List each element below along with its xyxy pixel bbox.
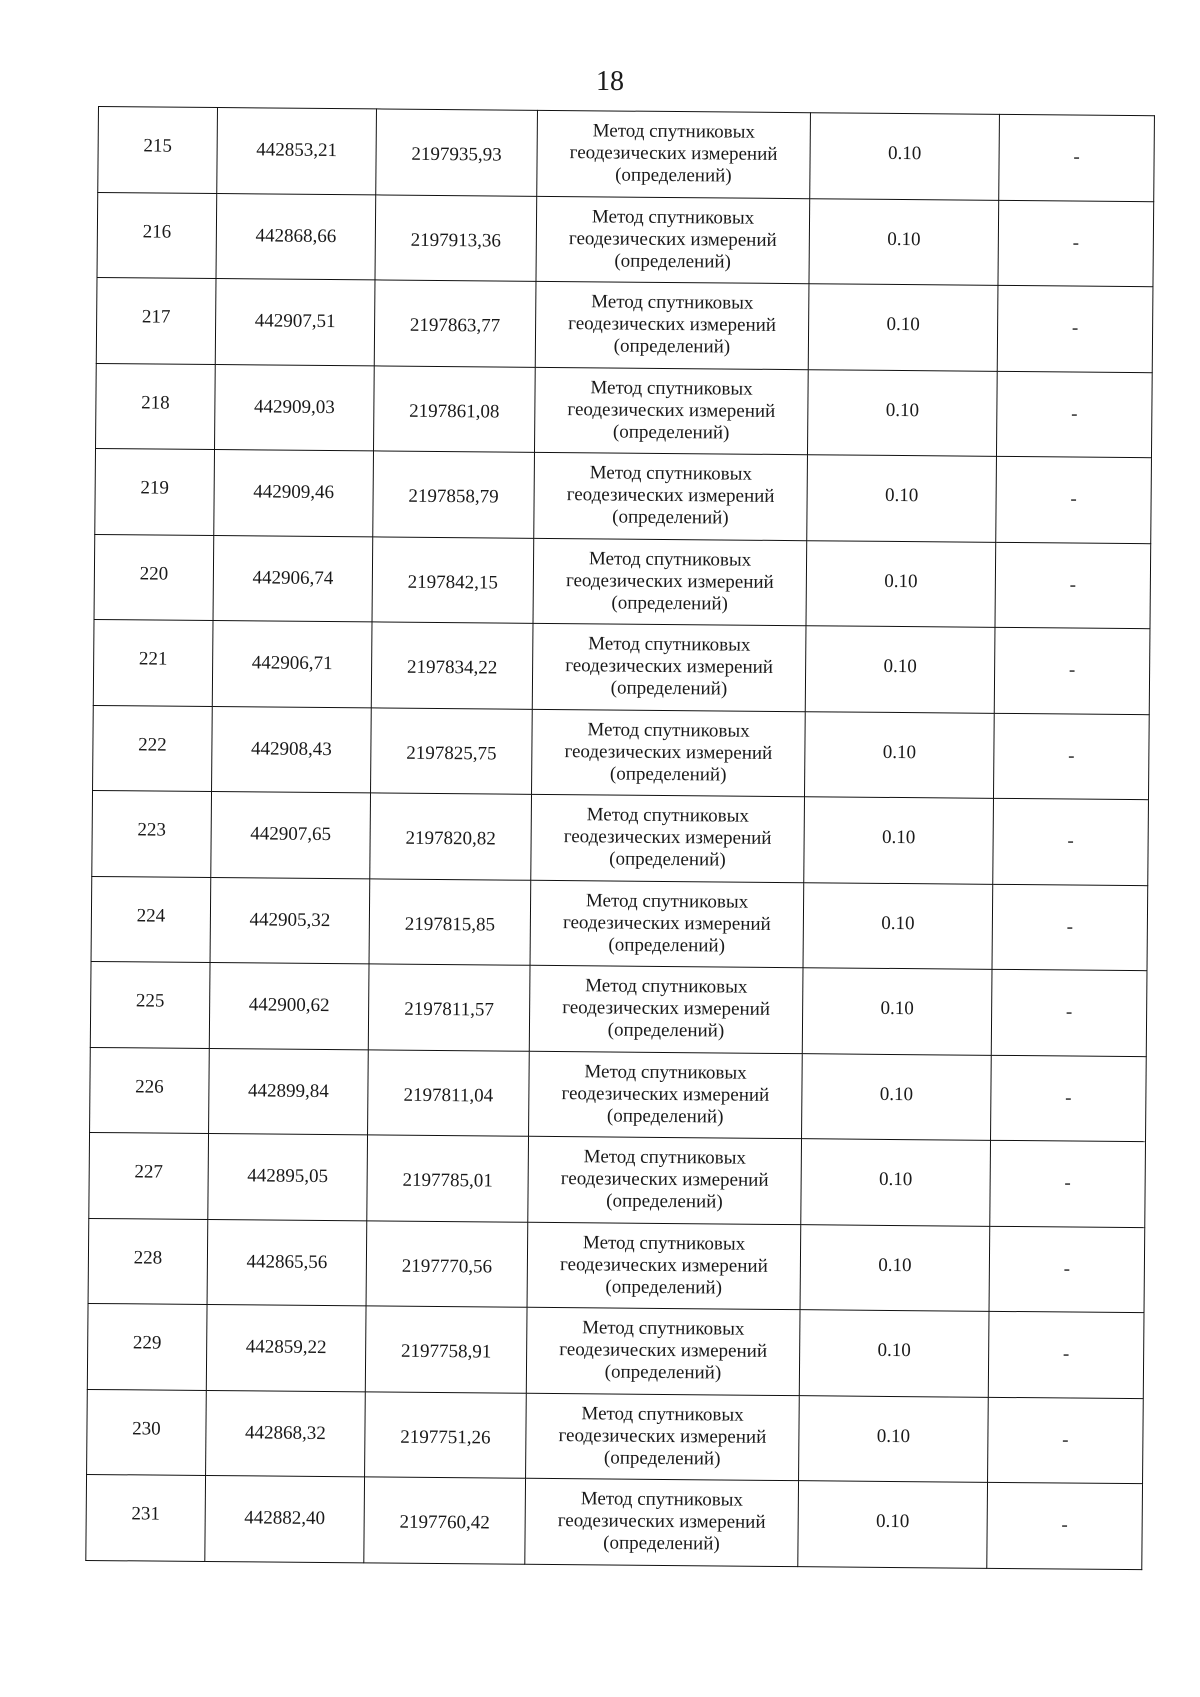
- method-line: геодезических измерений: [569, 142, 778, 166]
- accuracy-cell: [798, 1481, 988, 1568]
- method-line: (определений): [610, 677, 728, 700]
- accuracy-value: 0.10: [882, 741, 917, 763]
- method-cell: [525, 1478, 799, 1566]
- accuracy-value: 0.10: [880, 998, 914, 1020]
- point-number: 228: [133, 1247, 163, 1269]
- coordinate-x-cell: [206, 1304, 366, 1391]
- table-row: [93, 619, 1150, 714]
- accuracy-cell: [810, 113, 1000, 200]
- coordinate-x: 442865,56: [246, 1251, 328, 1273]
- method-line: геодезических измерений: [557, 1510, 766, 1534]
- method-line: геодезических измерений: [568, 313, 777, 337]
- coordinate-x-cell: [212, 621, 372, 708]
- method-cell: [537, 110, 811, 198]
- method-line: геодезических измерений: [560, 1168, 769, 1192]
- table-row: [92, 790, 1149, 885]
- accuracy-value: 0.10: [879, 1083, 914, 1105]
- method-line: геодезических измерений: [565, 655, 774, 679]
- table-row: [87, 1389, 1144, 1484]
- point-number: 226: [135, 1076, 164, 1098]
- note-cell: [997, 285, 1153, 372]
- method-line: Метод спутниковых: [591, 206, 755, 229]
- note-cell: [990, 1140, 1146, 1227]
- point-number-cell: [86, 1474, 206, 1561]
- accuracy-cell: [802, 968, 992, 1055]
- coordinate-y: 2197770,56: [401, 1255, 493, 1278]
- note-value: -: [1073, 146, 1080, 168]
- accuracy-value: 0.10: [887, 228, 921, 250]
- point-number-cell: [93, 619, 213, 706]
- coordinate-y: 2197861,08: [409, 400, 500, 423]
- method-cell: [529, 1051, 803, 1139]
- coordinate-y-cell: [368, 1049, 530, 1136]
- note-cell: [994, 627, 1150, 714]
- coordinate-x: 442907,65: [250, 823, 332, 846]
- note-cell: [996, 371, 1152, 458]
- note-cell: [989, 1226, 1145, 1313]
- accuracy-value: 0.10: [877, 1340, 911, 1362]
- accuracy-value: 0.10: [884, 570, 918, 592]
- table-row: [97, 192, 1154, 287]
- coordinate-x-cell: [217, 108, 377, 195]
- method-line: (определений): [611, 592, 729, 615]
- note-value: -: [1070, 488, 1077, 510]
- point-number-cell: [96, 363, 216, 450]
- point-number: 219: [140, 477, 170, 499]
- note-cell: [991, 1055, 1147, 1142]
- point-number: 218: [141, 392, 170, 414]
- method-line: Метод спутниковых: [580, 1488, 744, 1511]
- table-row: [87, 1303, 1144, 1398]
- accuracy-value: 0.10: [884, 485, 919, 507]
- method-cell: [533, 538, 807, 626]
- method-line: геодезических измерений: [567, 398, 776, 422]
- coordinate-x: 442900,62: [248, 994, 330, 1017]
- table-row: [88, 1218, 1145, 1313]
- coordinate-y: 2197811,04: [403, 1084, 494, 1107]
- method-line: Метод спутниковых: [590, 377, 753, 400]
- point-number-cell: [97, 192, 217, 279]
- coordinate-y-cell: [374, 365, 536, 452]
- point-number-cell: [93, 705, 213, 792]
- accuracy-cell: [803, 882, 993, 969]
- accuracy-value: 0.10: [878, 1169, 913, 1191]
- method-line: Метод спутниковых: [584, 1061, 747, 1084]
- coordinate-y: 2197825,75: [406, 742, 497, 765]
- coordinate-x: 442868,32: [244, 1422, 326, 1444]
- coordinate-x-cell: [209, 963, 369, 1050]
- note-value: -: [1062, 1429, 1069, 1451]
- method-line: (определений): [612, 506, 729, 529]
- accuracy-cell: [801, 1139, 991, 1226]
- method-line: (определений): [607, 1019, 725, 1042]
- point-number: 229: [132, 1332, 162, 1354]
- coordinate-x: 442907,51: [254, 310, 336, 333]
- method-line: (определений): [606, 1190, 723, 1213]
- point-number: 217: [141, 306, 171, 328]
- coordinate-x: 442853,21: [256, 139, 338, 162]
- coordinate-x: 442895,05: [247, 1165, 329, 1188]
- coordinate-y-cell: [376, 109, 538, 196]
- coordinate-y-cell: [371, 622, 533, 709]
- accuracy-cell: [808, 284, 998, 371]
- method-line: геодезических измерений: [562, 997, 771, 1021]
- method-line: геодезических измерений: [568, 227, 777, 251]
- coordinate-x-cell: [211, 792, 371, 879]
- table-row: [94, 534, 1151, 629]
- method-line: геодезических измерений: [558, 1424, 767, 1448]
- point-number-cell: [89, 1132, 209, 1219]
- accuracy-cell: [805, 626, 995, 713]
- note-cell: [988, 1311, 1144, 1398]
- note-value: -: [1069, 574, 1077, 596]
- method-line: Метод спутниковых: [583, 1146, 747, 1169]
- coordinates-table: [85, 106, 1155, 1570]
- note-cell: [995, 542, 1151, 629]
- point-number: 231: [131, 1503, 161, 1525]
- table-row: [93, 705, 1150, 800]
- coordinate-x: 442868,66: [255, 225, 337, 247]
- coordinate-y-cell: [368, 964, 530, 1051]
- point-number: 220: [139, 563, 169, 585]
- coordinate-x: 442906,74: [252, 567, 334, 589]
- coordinate-y: 2197811,57: [404, 998, 494, 1021]
- point-number: 215: [143, 135, 172, 157]
- method-line: (определений): [605, 1276, 723, 1299]
- method-cell: [535, 281, 809, 369]
- coordinate-y: 2197834,22: [406, 656, 498, 679]
- point-number-cell: [91, 876, 211, 963]
- accuracy-value: 0.10: [883, 656, 917, 678]
- method-cell: [530, 880, 804, 968]
- method-cell: [536, 196, 810, 284]
- coordinate-x-cell: [215, 364, 375, 451]
- point-number-cell: [88, 1218, 208, 1305]
- note-cell: [996, 456, 1152, 543]
- note-cell: [991, 969, 1147, 1056]
- method-line: (определений): [606, 1105, 724, 1128]
- coordinate-y-cell: [366, 1220, 528, 1307]
- method-line: Метод спутниковых: [581, 1403, 744, 1426]
- note-value: -: [1068, 659, 1076, 681]
- method-cell: [529, 965, 803, 1053]
- coordinate-y-cell: [372, 536, 534, 623]
- method-line: Метод спутниковых: [591, 291, 754, 314]
- accuracy-value: 0.10: [881, 912, 915, 934]
- method-line: (определений): [608, 934, 726, 957]
- method-line: Метод спутниковых: [585, 975, 748, 998]
- method-line: геодезических измерений: [566, 484, 775, 508]
- method-line: (определений): [603, 1532, 720, 1555]
- coordinate-x: 442909,03: [253, 396, 335, 418]
- method-line: геодезических измерений: [559, 1339, 768, 1363]
- note-cell: [993, 713, 1149, 800]
- note-value: -: [1072, 232, 1080, 254]
- method-line: Метод спутниковых: [587, 719, 750, 742]
- coordinate-y-cell: [369, 878, 531, 965]
- coordinate-y: 2197935,93: [411, 143, 502, 166]
- table-row: [96, 277, 1153, 372]
- method-line: Метод спутниковых: [588, 548, 752, 571]
- note-value: -: [1066, 916, 1074, 938]
- coordinate-y: 2197863,77: [409, 314, 501, 337]
- note-cell: [998, 200, 1154, 287]
- method-line: (определений): [603, 1447, 721, 1470]
- coordinate-x-cell: [215, 279, 375, 366]
- note-cell: [987, 1482, 1143, 1569]
- method-line: Метод спутниковых: [588, 633, 751, 656]
- accuracy-value: 0.10: [886, 314, 920, 336]
- coordinate-x-cell: [205, 1475, 365, 1562]
- method-line: (определений): [615, 164, 732, 187]
- table-row: [95, 448, 1152, 543]
- coordinate-y: 2197842,15: [407, 571, 499, 594]
- coordinates-table-body: [86, 107, 1155, 1570]
- method-line: (определений): [614, 250, 732, 273]
- coordinate-x: 442882,40: [244, 1507, 326, 1530]
- point-number: 216: [142, 221, 172, 243]
- coordinate-x: 442859,22: [245, 1336, 327, 1359]
- method-line: Метод спутниковых: [582, 1317, 745, 1340]
- note-cell: [999, 114, 1155, 201]
- method-line: Метод спутниковых: [582, 1232, 746, 1255]
- method-line: Метод спутниковых: [592, 120, 756, 143]
- note-value: -: [1071, 403, 1078, 425]
- coordinate-x-cell: [210, 877, 370, 964]
- table-row: [96, 363, 1153, 458]
- accuracy-value: 0.10: [881, 827, 916, 849]
- point-number-cell: [87, 1303, 207, 1390]
- coordinate-x-cell: [214, 450, 374, 537]
- method-cell: [526, 1307, 800, 1395]
- point-number-cell: [94, 534, 214, 621]
- accuracy-cell: [807, 455, 997, 542]
- coordinate-y-cell: [364, 1477, 526, 1564]
- table-row: [89, 1132, 1146, 1227]
- point-number: 230: [132, 1418, 161, 1440]
- coordinate-x-cell: [213, 535, 373, 622]
- accuracy-cell: [800, 1224, 990, 1311]
- method-cell: [534, 452, 808, 540]
- method-line: Метод спутниковых: [589, 462, 753, 485]
- note-cell: [993, 798, 1149, 885]
- point-number: 223: [137, 819, 167, 841]
- accuracy-cell: [806, 540, 996, 627]
- note-value: -: [1071, 317, 1079, 339]
- point-number-cell: [96, 277, 216, 364]
- accuracy-value: 0.10: [876, 1425, 911, 1447]
- table-row: [86, 1474, 1143, 1569]
- accuracy-cell: [809, 198, 999, 285]
- note-value: -: [1065, 1087, 1072, 1109]
- method-line: Метод спутниковых: [585, 890, 749, 913]
- page-number: 18: [596, 66, 624, 97]
- method-line: (определений): [609, 848, 726, 871]
- method-line: геодезических измерений: [563, 826, 772, 850]
- coordinates-table-wrapper: [85, 106, 1148, 1570]
- note-cell: [992, 884, 1148, 971]
- accuracy-value: 0.10: [885, 399, 920, 421]
- note-value: -: [1067, 830, 1074, 852]
- note-value: -: [1063, 1258, 1071, 1280]
- method-line: геодезических измерений: [559, 1253, 768, 1277]
- coordinate-y: 2197913,36: [410, 229, 502, 252]
- note-value: -: [1062, 1343, 1070, 1365]
- accuracy-value: 0.10: [887, 143, 922, 165]
- method-cell: [526, 1393, 800, 1481]
- method-cell: [528, 1136, 802, 1224]
- coordinate-y-cell: [370, 793, 532, 880]
- point-number: 227: [134, 1161, 164, 1183]
- method-line: (определений): [613, 335, 731, 358]
- note-cell: [988, 1397, 1144, 1484]
- point-number: 224: [136, 905, 166, 927]
- table-row: [91, 876, 1148, 971]
- accuracy-cell: [804, 711, 994, 798]
- coordinate-x: 442909,46: [253, 481, 335, 504]
- method-cell: [534, 367, 808, 455]
- table-row: [90, 961, 1147, 1056]
- method-cell: [532, 709, 806, 797]
- coordinate-x-cell: [212, 706, 372, 793]
- note-value: -: [1065, 1001, 1073, 1023]
- coordinate-x-cell: [208, 1134, 368, 1221]
- coordinate-y-cell: [365, 1391, 527, 1478]
- point-number: 221: [138, 648, 168, 670]
- coordinate-y-cell: [374, 280, 536, 367]
- method-cell: [532, 623, 806, 711]
- method-cell: [531, 794, 805, 882]
- coordinate-x-cell: [216, 193, 376, 280]
- coordinate-y: 2197820,82: [405, 827, 496, 850]
- point-number-cell: [90, 961, 210, 1048]
- point-number-cell: [98, 107, 218, 194]
- coordinate-x-cell: [207, 1219, 367, 1306]
- note-value: -: [1064, 1172, 1071, 1194]
- coordinate-y-cell: [371, 707, 533, 794]
- accuracy-cell: [804, 797, 994, 884]
- point-number-cell: [95, 448, 215, 535]
- accuracy-cell: [802, 1053, 992, 1140]
- method-line: геодезических измерений: [562, 911, 771, 935]
- point-number: 225: [135, 990, 165, 1012]
- coordinate-y: 2197858,79: [408, 485, 499, 508]
- coordinate-y: 2197758,91: [400, 1340, 492, 1363]
- note-value: -: [1061, 1514, 1068, 1536]
- table-row: [98, 107, 1155, 202]
- coordinate-y-cell: [367, 1135, 529, 1222]
- accuracy-cell: [799, 1310, 989, 1397]
- coordinate-x-cell: [206, 1390, 366, 1477]
- coordinate-x: 442908,43: [250, 738, 332, 760]
- coordinate-y-cell: [365, 1306, 527, 1393]
- accuracy-cell: [807, 369, 997, 456]
- coordinate-y-cell: [375, 194, 537, 281]
- point-number: 222: [138, 734, 167, 756]
- method-line: геодезических измерений: [561, 1082, 770, 1106]
- coordinate-y: 2197760,42: [399, 1511, 490, 1534]
- note-value: -: [1068, 745, 1075, 767]
- accuracy-cell: [799, 1395, 989, 1482]
- coordinate-x-cell: [209, 1048, 369, 1135]
- point-number-cell: [90, 1047, 210, 1134]
- coordinate-y-cell: [373, 451, 535, 538]
- accuracy-value: 0.10: [875, 1511, 910, 1533]
- method-line: (определений): [612, 421, 730, 444]
- coordinate-x: 442906,71: [251, 652, 333, 675]
- method-line: (определений): [609, 763, 727, 786]
- coordinate-x: 442905,32: [249, 909, 331, 931]
- method-line: (определений): [604, 1361, 722, 1384]
- method-line: геодезических измерений: [565, 569, 774, 593]
- point-number-cell: [87, 1389, 207, 1476]
- method-line: геодезических измерений: [564, 740, 773, 764]
- accuracy-value: 0.10: [878, 1254, 912, 1276]
- method-cell: [527, 1222, 801, 1310]
- point-number-cell: [92, 790, 212, 877]
- coordinate-y: 2197751,26: [400, 1426, 491, 1449]
- coordinate-y: 2197815,85: [404, 913, 496, 936]
- table-row: [90, 1047, 1147, 1142]
- coordinate-y: 2197785,01: [402, 1169, 493, 1192]
- method-line: Метод спутниковых: [586, 804, 750, 827]
- coordinate-x: 442899,84: [247, 1080, 329, 1102]
